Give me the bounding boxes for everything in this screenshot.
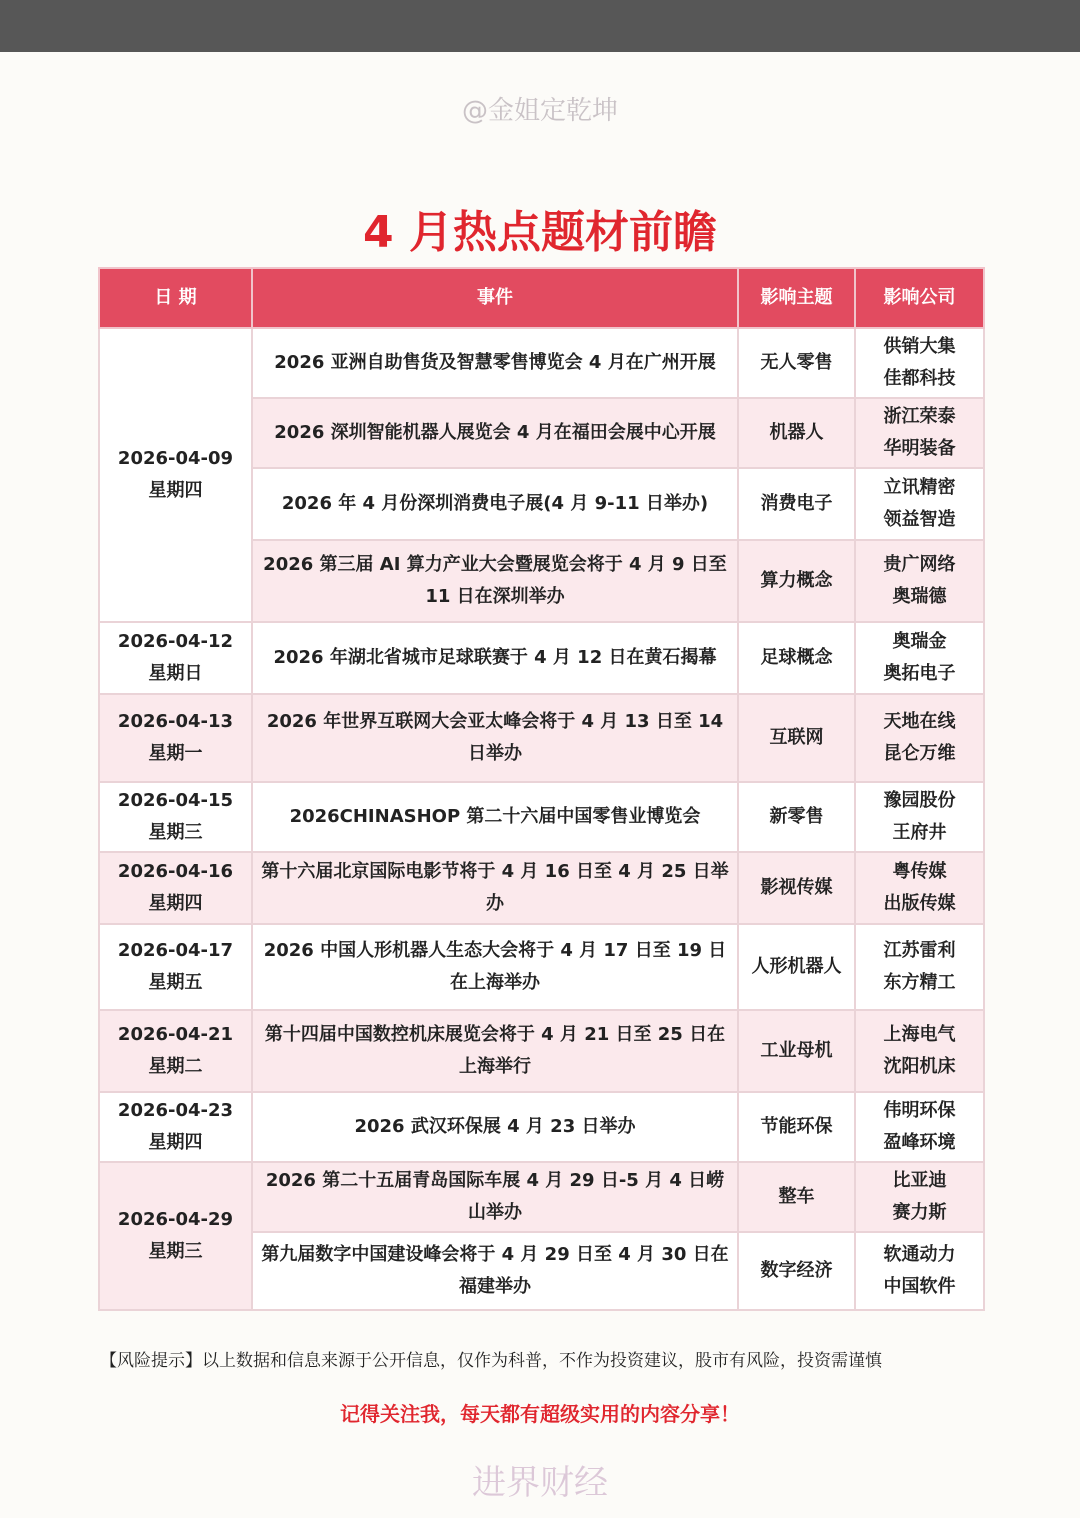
date: 2026-04-29 bbox=[117, 1209, 234, 1230]
company: 贵广网络 bbox=[883, 554, 956, 575]
theme-cell: 新零售 bbox=[738, 782, 855, 852]
company: 奥瑞金 bbox=[892, 631, 947, 652]
table-row bbox=[99, 924, 984, 1010]
events-table bbox=[98, 267, 985, 1311]
company: 伟明环保 bbox=[883, 1100, 956, 1121]
date-cell bbox=[99, 328, 252, 622]
date: 2026-04-23 bbox=[117, 1100, 234, 1121]
event-cell: 2026 武汉环保展 4 月 23 日举办 bbox=[252, 1092, 738, 1162]
event-cell: 2026 第二十五届青岛国际车展 4 月 29 日-5 月 4 日崂山举办 bbox=[252, 1162, 738, 1232]
company: 粤传媒 bbox=[892, 861, 947, 882]
page-title: 4 月热点题材前瞻 bbox=[363, 207, 717, 258]
theme-cell: 人形机器人 bbox=[738, 924, 855, 1010]
weekday: 星期一 bbox=[148, 743, 203, 764]
company: 浙江荣泰 bbox=[883, 406, 956, 427]
companies-cell bbox=[855, 540, 984, 622]
header-theme: 影响主题 bbox=[738, 268, 855, 328]
table-row bbox=[99, 1162, 984, 1232]
companies-cell bbox=[855, 398, 984, 468]
company: 供销大集 bbox=[883, 336, 956, 357]
theme-cell: 数字经济 bbox=[738, 1232, 855, 1310]
companies-cell bbox=[855, 468, 984, 540]
date-cell bbox=[99, 924, 252, 1010]
table-row bbox=[99, 622, 984, 694]
weekday: 星期四 bbox=[148, 1132, 203, 1153]
theme-cell: 工业母机 bbox=[738, 1010, 855, 1092]
event-cell: 2026 亚洲自助售货及智慧零售博览会 4 月在广州开展 bbox=[252, 328, 738, 398]
company: 立讯精密 bbox=[883, 477, 956, 498]
companies-cell bbox=[855, 924, 984, 1010]
event-cell: 2026 年 4 月份深圳消费电子展(4 月 9-11 日举办) bbox=[252, 468, 738, 540]
company: 盈峰环境 bbox=[883, 1132, 956, 1153]
event-cell: 2026 第三届 AI 算力产业大会暨展览会将于 4 月 9 日至 11 日在深圳举办 bbox=[252, 540, 738, 622]
companies-cell bbox=[855, 1092, 984, 1162]
company: 江苏雷利 bbox=[883, 940, 956, 961]
date-cell bbox=[99, 852, 252, 924]
companies-cell bbox=[855, 622, 984, 694]
date-cell bbox=[99, 622, 252, 694]
event-cell: 第十四届中国数控机床展览会将于 4 月 21 日至 25 日在上海举行 bbox=[252, 1010, 738, 1092]
table-row bbox=[99, 328, 984, 398]
theme-cell: 互联网 bbox=[738, 694, 855, 782]
date-cell bbox=[99, 1010, 252, 1092]
company: 出版传媒 bbox=[883, 893, 956, 914]
company: 天地在线 bbox=[883, 711, 956, 732]
theme-cell: 节能环保 bbox=[738, 1092, 855, 1162]
date-cell bbox=[99, 694, 252, 782]
company: 赛力斯 bbox=[892, 1202, 947, 1223]
company: 奥拓电子 bbox=[883, 663, 956, 684]
companies-cell bbox=[855, 782, 984, 852]
event-cell: 2026 年湖北省城市足球联赛于 4 月 12 日在黄石揭幕 bbox=[252, 622, 738, 694]
company: 东方精工 bbox=[883, 972, 956, 993]
weekday: 星期三 bbox=[148, 1241, 203, 1262]
theme-cell: 整车 bbox=[738, 1162, 855, 1232]
company: 中国软件 bbox=[883, 1276, 956, 1297]
company: 华明装备 bbox=[883, 438, 956, 459]
date-cell bbox=[99, 782, 252, 852]
header-companies: 影响公司 bbox=[855, 268, 984, 328]
theme-cell: 影视传媒 bbox=[738, 852, 855, 924]
table-row bbox=[99, 1092, 984, 1162]
company: 豫园股份 bbox=[883, 790, 956, 811]
company: 奥瑞德 bbox=[892, 586, 947, 607]
date-cell bbox=[99, 1162, 252, 1310]
company: 佳都科技 bbox=[883, 368, 956, 389]
status-bar bbox=[0, 0, 1080, 52]
date: 2026-04-16 bbox=[117, 861, 234, 882]
company: 上海电气 bbox=[883, 1024, 956, 1045]
date: 2026-04-17 bbox=[117, 940, 234, 961]
event-cell: 第九届数字中国建设峰会将于 4 月 29 日至 4 月 30 日在福建举办 bbox=[252, 1232, 738, 1310]
company: 沈阳机床 bbox=[883, 1056, 956, 1077]
company: 王府井 bbox=[892, 822, 947, 843]
table-row bbox=[99, 694, 984, 782]
companies-cell bbox=[855, 1232, 984, 1310]
company: 领益智造 bbox=[883, 509, 956, 530]
date: 2026-04-15 bbox=[117, 790, 234, 811]
theme-cell: 机器人 bbox=[738, 398, 855, 468]
weekday: 星期三 bbox=[148, 822, 203, 843]
theme-cell: 足球概念 bbox=[738, 622, 855, 694]
company: 软通动力 bbox=[883, 1244, 956, 1265]
weekday: 星期二 bbox=[148, 1056, 203, 1077]
watermark: @金姐定乾坤 bbox=[461, 96, 618, 126]
table-row bbox=[99, 1010, 984, 1092]
date: 2026-04-21 bbox=[117, 1024, 234, 1045]
theme-cell: 算力概念 bbox=[738, 540, 855, 622]
event-cell: 第十六届北京国际电影节将于 4 月 16 日至 4 月 25 日举办 bbox=[252, 852, 738, 924]
weekday: 星期日 bbox=[148, 663, 203, 684]
header-date: 日 期 bbox=[99, 268, 252, 328]
date-cell bbox=[99, 1092, 252, 1162]
company: 昆仑万维 bbox=[883, 743, 956, 764]
companies-cell bbox=[855, 694, 984, 782]
event-cell: 2026 中国人形机器人生态大会将于 4 月 17 日至 19 日在上海举办 bbox=[252, 924, 738, 1010]
companies-cell bbox=[855, 1162, 984, 1232]
companies-cell bbox=[855, 328, 984, 398]
date: 2026-04-09 bbox=[117, 448, 234, 469]
risk-notice: 【风险提示】以上数据和信息来源于公开信息，仅作为科普，不作为投资建议，股市有风险，投资需谨慎 bbox=[100, 1351, 882, 1371]
date: 2026-04-12 bbox=[117, 631, 234, 652]
company: 比亚迪 bbox=[892, 1170, 947, 1191]
weekday: 星期四 bbox=[148, 480, 203, 501]
event-cell: 2026 深圳智能机器人展览会 4 月在福田会展中心开展 bbox=[252, 398, 738, 468]
header-event: 事件 bbox=[252, 268, 738, 328]
weekday: 星期四 bbox=[148, 893, 203, 914]
table-row bbox=[99, 852, 984, 924]
weekday: 星期五 bbox=[148, 972, 203, 993]
date: 2026-04-13 bbox=[117, 711, 234, 732]
companies-cell bbox=[855, 1010, 984, 1092]
event-cell: 2026CHINASHOP 第二十六届中国零售业博览会 bbox=[252, 782, 738, 852]
companies-cell bbox=[855, 852, 984, 924]
theme-cell: 消费电子 bbox=[738, 468, 855, 540]
watermark-logo: 进界财经 bbox=[472, 1463, 608, 1503]
table-row bbox=[99, 782, 984, 852]
event-cell: 2026 年世界互联网大会亚太峰会将于 4 月 13 日至 14 日举办 bbox=[252, 694, 738, 782]
theme-cell: 无人零售 bbox=[738, 328, 855, 398]
follow-note: 记得关注我，每天都有超级实用的内容分享！ bbox=[340, 1402, 740, 1426]
